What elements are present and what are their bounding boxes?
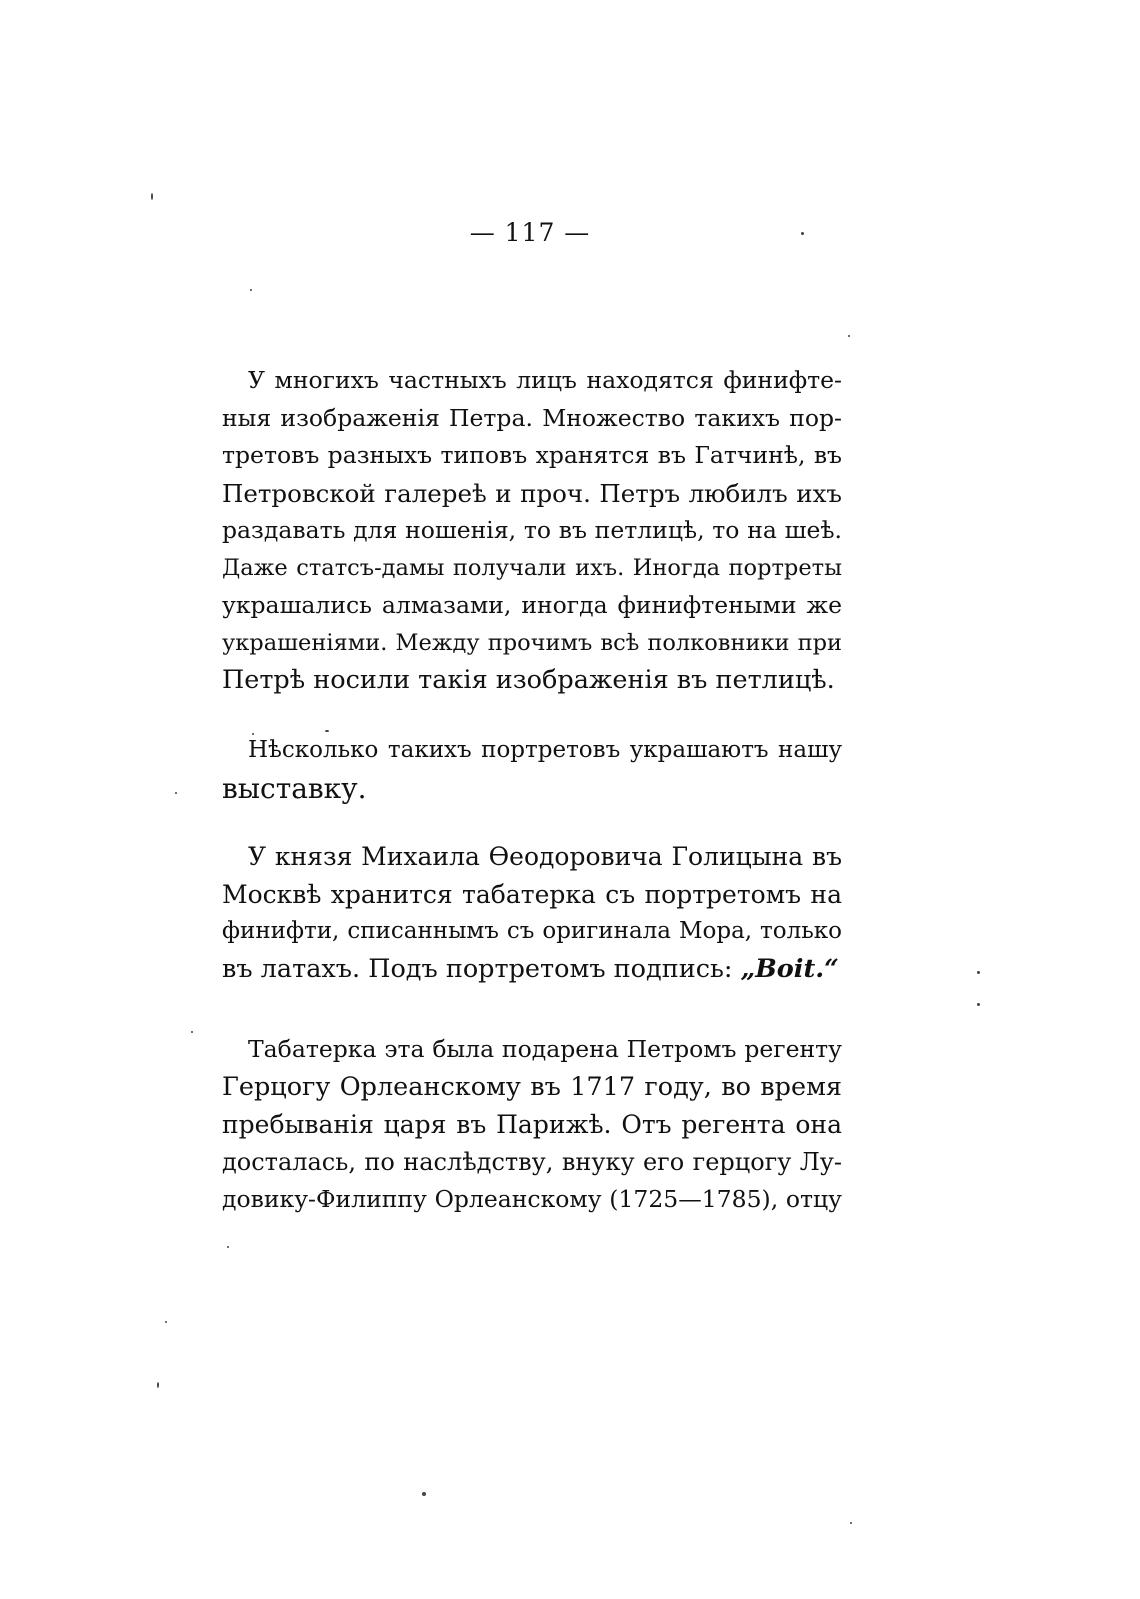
paragraph-1	[222, 362, 842, 700]
scan-speck	[250, 289, 252, 291]
text-line: Табатерка эта была подарена Петромъ регенту	[248, 1035, 842, 1063]
paragraph-2	[222, 732, 842, 807]
text-line-segment: въ латахъ. Подъ портретомъ подпись:	[222, 953, 741, 984]
text-line: раздавать для ношенія, то въ петлицѣ, то на шеѣ.	[222, 516, 842, 544]
page-number: — 117 —	[469, 218, 591, 247]
text-line: Герцогу Орлеанскому въ 1717 году, во время	[222, 1071, 842, 1102]
scan-speck	[325, 730, 329, 732]
scan-speck	[977, 971, 980, 974]
text-line: У многихъ частныхъ лицъ находятся финифте-	[248, 366, 842, 394]
scan-speck	[848, 335, 850, 337]
text-line: досталась, по наслѣдству, внуку его герцогу Лу-	[222, 1147, 842, 1176]
scan-speck	[151, 193, 153, 200]
signature-text: „Boit.“	[740, 953, 839, 984]
paragraph-3	[222, 838, 842, 988]
scan-speck	[252, 733, 254, 735]
text-line: Петрѣ носили такія изображенія въ петлицѣ.	[222, 665, 835, 695]
text-line: пребыванія царя въ Парижѣ. Отъ регента она	[222, 1110, 842, 1139]
text-line: ныя изображенія Петра. Множество такихъ пор-	[222, 403, 842, 432]
text-line-with-signature	[222, 951, 842, 989]
text-line: Нѣсколько такихъ портретовъ украшаютъ нашу	[248, 737, 842, 763]
text-line: украшеніями. Между прочимъ всѣ полковники при	[222, 629, 842, 656]
scan-speck	[422, 1492, 426, 1496]
text-line: У князя Михаила Өеодоровича Голицына въ	[248, 842, 842, 871]
scan-speck	[157, 1382, 159, 1388]
paragraph-4	[222, 1031, 842, 1219]
text-line: выставку.	[222, 771, 367, 805]
scan-speck	[165, 1321, 167, 1323]
scan-speck	[191, 1031, 193, 1033]
scan-speck	[175, 792, 177, 794]
scan-speck	[977, 1003, 980, 1006]
scan-speck	[227, 1246, 229, 1248]
text-line: довику-Филиппу Орлеанскому (1725—1785), отцу	[222, 1185, 842, 1213]
text-line: финифти, списаннымъ съ оригинала Мора, только	[222, 918, 842, 944]
text-line: Петровской галереѣ и проч. Петръ любилъ ихъ	[222, 478, 842, 508]
text-line: украшались алмазами, иногда финифтеными же	[222, 591, 842, 619]
scan-speck	[801, 232, 804, 235]
text-line: Москвѣ хранится табатерка съ портретомъ на	[222, 879, 842, 909]
text-line: третовъ разныхъ типовъ хранятся въ Гатчинѣ, въ	[222, 441, 842, 469]
text-line: Даже статсъ-дамы получали ихъ. Иногда портреты	[222, 554, 842, 581]
scan-speck	[850, 1522, 852, 1524]
